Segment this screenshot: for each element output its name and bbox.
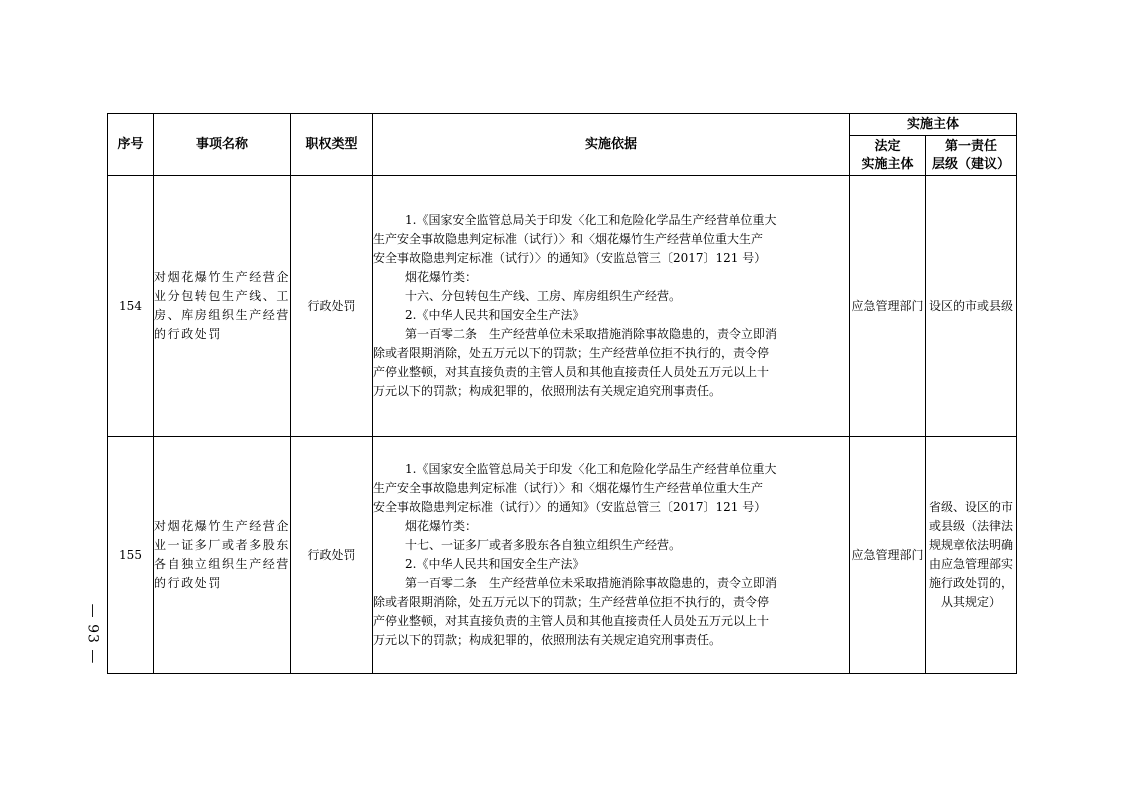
basis-line: 1.《国家安全监管总局关于印发〈化工和危险化学品生产经营单位重大 xyxy=(405,213,777,227)
header-name: 事项名称 xyxy=(154,114,291,176)
basis-line: 2.《中华人民共和国安全生产法》 xyxy=(405,557,585,571)
table-row xyxy=(108,437,1017,674)
row-basis xyxy=(373,437,850,674)
basis-line: 生产安全事故隐患判定标准（试行）〉和〈烟花爆竹生产经营单位重大生产 xyxy=(373,232,764,246)
basis-line: 十六、分包转包生产线、工房、库房组织生产经营。 xyxy=(405,289,682,303)
header-level-line1: 第一责任 xyxy=(945,138,998,154)
row-type: 行政处罚 xyxy=(291,176,373,437)
basis-line: 生产安全事故隐患判定标准（试行）〉和〈烟花爆竹生产经营单位重大生产 xyxy=(373,481,764,495)
row-basis xyxy=(373,176,850,437)
basis-line: 产停业整顿，对其直接负责的主管人员和其他直接责任人员处五万元以上十 xyxy=(373,365,770,379)
basis-line: 第一百零二条 生产经营单位未采取措施消除事故隐患的，责令立即消 xyxy=(405,576,778,590)
basis-line: 安全事故隐患判定标准（试行）〉的通知》（安监总管三〔2017〕121 号） xyxy=(373,500,767,514)
header-type: 职权类型 xyxy=(291,114,373,176)
basis-line: 安全事故隐患判定标准（试行）〉的通知》（安监总管三〔2017〕121 号） xyxy=(373,251,767,265)
basis-line: 2.《中华人民共和国安全生产法》 xyxy=(405,308,585,322)
basis-line: 烟花爆竹类： xyxy=(405,270,478,284)
row-no: 155 xyxy=(108,437,154,674)
row-name: 对烟花爆竹生产经营企业分包转包生产线、工房、库房组织生产经营的行政处罚 xyxy=(154,176,291,437)
basis-line: 除或者限期消除，处五万元以下的罚款；生产经营单位拒不执行的，责令停 xyxy=(373,595,770,609)
basis-line: 万元以下的罚款；构成犯罪的，依照刑法有关规定追究刑事责任。 xyxy=(373,384,722,398)
header-level xyxy=(926,136,1017,176)
page-number-text: — 93 — xyxy=(84,603,100,665)
header-no: 序号 xyxy=(108,114,154,176)
basis-line: 产停业整顿，对其直接负责的主管人员和其他直接责任人员处五万元以上十 xyxy=(373,614,770,628)
row-type: 行政处罚 xyxy=(291,437,373,674)
page-number xyxy=(64,599,120,669)
table-row xyxy=(108,176,1017,437)
header-legal-subject-line2: 实施主体 xyxy=(861,156,914,172)
row-subject: 应急管理部门 xyxy=(850,176,926,437)
row-level: 设区的市或县级 xyxy=(926,176,1017,437)
row-level: 省级、设区的市或县级（法律法规规章依法明确由应急管理部实施行政处罚的，从其规定） xyxy=(926,437,1017,674)
header-subject-group: 实施主体 xyxy=(850,114,1017,136)
header-row-1 xyxy=(108,114,1017,136)
basis-line: 1.《国家安全监管总局关于印发〈化工和危险化学品生产经营单位重大 xyxy=(405,462,777,476)
row-name: 对烟花爆竹生产经营企业一证多厂或者多股东各自独立组织生产经营的行政处罚 xyxy=(154,437,291,674)
basis-line: 第一百零二条 生产经营单位未采取措施消除事故隐患的，责令立即消 xyxy=(405,327,778,341)
basis-line: 十七、一证多厂或者多股东各自独立组织生产经营。 xyxy=(405,538,682,552)
row-subject: 应急管理部门 xyxy=(850,437,926,674)
basis-line: 烟花爆竹类： xyxy=(405,519,478,533)
row-no: 154 xyxy=(108,176,154,437)
header-level-line2: 层级（建议） xyxy=(932,156,1011,172)
basis-line: 除或者限期消除，处五万元以下的罚款；生产经营单位拒不执行的，责令停 xyxy=(373,346,770,360)
header-basis: 实施依据 xyxy=(373,114,850,176)
enforcement-items-table xyxy=(107,113,1017,674)
header-legal-subject xyxy=(850,136,926,176)
header-legal-subject-line1: 法定 xyxy=(874,138,901,154)
basis-line: 万元以下的罚款；构成犯罪的，依照刑法有关规定追究刑事责任。 xyxy=(373,633,722,647)
